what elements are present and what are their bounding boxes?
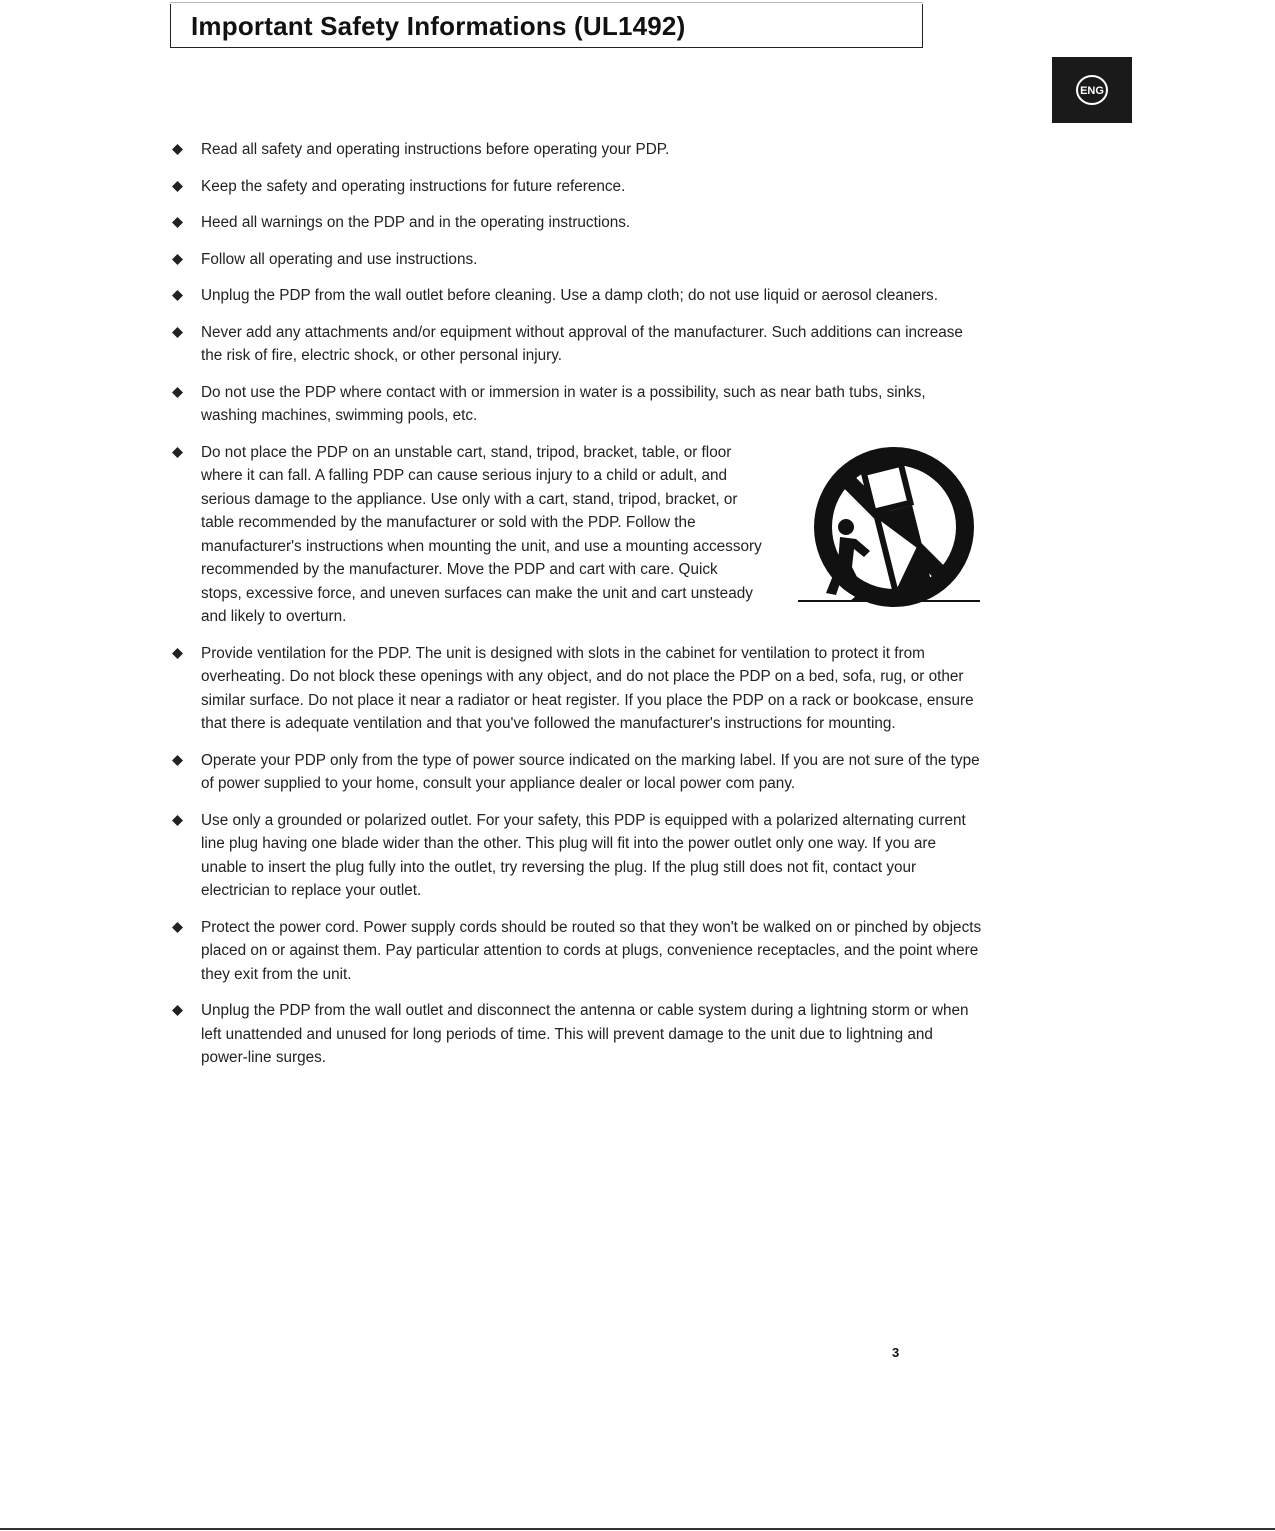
eng-badge-icon	[1074, 73, 1110, 107]
language-tab-label: ENG	[1080, 85, 1104, 97]
title-box	[170, 4, 923, 48]
item-text: Use only a grounded or polarized outlet. For your safety, this PDP is equipped with a polarized alternating current line plug having one blade wider than the other. This plug will fit into the power outlet only one way. If you are unable to insert the plug fully into the outlet, try reversing the plug. If the plug still does not fit, contact your electrician to replace your outlet.	[201, 811, 966, 899]
bottom-rule	[0, 1528, 1275, 1530]
list-item	[172, 441, 982, 629]
diamond-bullet-icon	[172, 144, 183, 155]
list-item	[172, 381, 982, 428]
cart-tipover-warning-icon	[790, 441, 986, 619]
item-text: Heed all warnings on the PDP and in the operating instructions.	[201, 214, 631, 231]
diamond-bullet-icon	[172, 1005, 183, 1016]
diamond-bullet-icon	[172, 181, 183, 192]
diamond-bullet-icon	[172, 254, 183, 265]
item-text: Protect the power cord. Power supply cords should be routed so that they won't be walked on or pinched by objects placed on or against them. Pay particular attention to cords at plugs, convenience receptacles, and the point where they exit from the unit.	[201, 918, 982, 983]
diamond-bullet-icon	[172, 815, 183, 826]
page-number: 3	[892, 1345, 900, 1360]
language-tab	[1052, 57, 1132, 123]
list-item	[172, 809, 982, 903]
list-item	[172, 916, 982, 987]
list-item	[172, 138, 982, 162]
diamond-bullet-icon	[172, 755, 183, 766]
item-text: Follow all operating and use instructions.	[201, 250, 478, 268]
list-item	[172, 284, 982, 308]
diamond-bullet-icon	[172, 922, 183, 933]
diamond-bullet-icon	[172, 648, 183, 659]
list-item	[172, 321, 982, 368]
item-text: Never add any attachments and/or equipment without approval of the manufacturer. Such additions can increase the risk of fire, electric shock, or other personal injury.	[201, 323, 963, 364]
item-text: Do not use the PDP where contact with or immersion in water is a possibility, such as near bath tubs, sinks, washing machines, swimming pools, etc.	[201, 383, 926, 424]
diamond-bullet-icon	[172, 447, 183, 458]
list-item	[172, 211, 982, 235]
diamond-bullet-icon	[172, 327, 183, 338]
diamond-bullet-icon	[172, 387, 183, 398]
list-item	[172, 175, 982, 199]
item-text: Unplug the PDP from the wall outlet and disconnect the antenna or cable system during a lightning storm or when left unattended and unused for long periods of time. This will prevent damage to the unit due to lightning and power-line surges.	[201, 1002, 969, 1066]
page-title: Important Safety Informations (UL1492)	[191, 11, 686, 41]
list-item	[172, 749, 982, 796]
item-text: Operate your PDP only from the type of power source indicated on the marking label. If you are not sure of the type of power supplied to your home, consult your appliance dealer or local power com pany.	[201, 751, 980, 792]
list-item	[172, 999, 982, 1070]
safety-list	[172, 138, 982, 1083]
item-text: Unplug the PDP from the wall outlet before cleaning. Use a damp cloth; do not use liquid or aerosol cleaners.	[201, 287, 938, 304]
list-item	[172, 248, 982, 272]
item-text: Provide ventilation for the PDP. The unit is designed with slots in the cabinet for ventilation to protect it from overheating. Do not block these openings with any object, and do not place the PDP on a bed, sofa, rug, or other similar surface. Do not place it near a radiator or heat register. If you place the PDP on a rack or bookcase, ensure that there is adequate ventilation and that you've followed the manufacturer's instructions for mounting.	[201, 644, 974, 732]
item-text: Do not place the PDP on an unstable cart, stand, tripod, bracket, table, or floor where it can fall. A falling PDP can cause serious injury to a child or adult, and serious damage to the appliance. Use only with a cart, stand, tripod, bracket, or table recommended by the manufacturer or sold with the PDP. Follow the manufacturer's instructions when mounting the unit, and use a mounting accessory recommended by the manufacturer. Move the PDP and cart with care. Quick stops, excessive force, and uneven surfaces can make the unit and cart unsteady and likely to overturn.	[201, 443, 762, 625]
item-text: Read all safety and operating instructions before operating your PDP.	[201, 141, 670, 158]
diamond-bullet-icon	[172, 217, 183, 228]
top-rule	[170, 2, 923, 3]
diamond-bullet-icon	[172, 290, 183, 301]
list-item	[172, 642, 982, 736]
item-text: Keep the safety and operating instructions for future reference.	[201, 177, 626, 195]
